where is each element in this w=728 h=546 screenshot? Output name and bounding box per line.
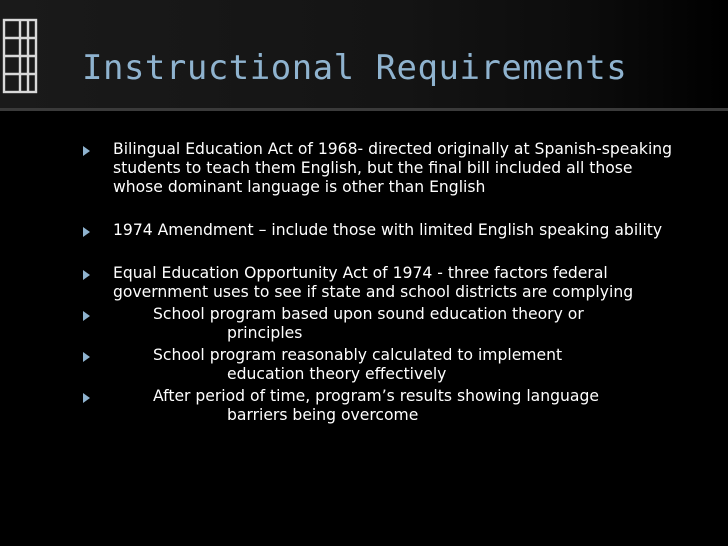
sub-bullet-item bbox=[0, 305, 728, 343]
triangle-bullet-icon bbox=[83, 311, 90, 321]
grid-decoration-icon bbox=[0, 18, 42, 94]
bullet-text: 1974 Amendment – include those with limited English speaking ability bbox=[113, 221, 663, 239]
sub-bullet-line: School program reasonably calculated to implement bbox=[153, 346, 563, 364]
sub-bullet-line: After period of time, program’s results showing language bbox=[153, 387, 599, 405]
sub-bullet-item bbox=[0, 346, 728, 384]
sub-bullet-item bbox=[0, 387, 728, 425]
title-divider bbox=[0, 108, 728, 111]
bullet-text: Bilingual Education Act of 1968- directed originally at Spanish-speaking students to teach them English, but the final bill included all those whose dominant language is other than English bbox=[113, 140, 673, 196]
sub-bullet-line: education theory effectively bbox=[227, 365, 447, 383]
sub-bullet-line: barriers being overcome bbox=[227, 406, 419, 424]
slide-title: Instructional Requirements bbox=[82, 48, 628, 88]
triangle-bullet-icon bbox=[83, 146, 90, 156]
sub-bullet-line: School program based upon sound education theory or bbox=[153, 305, 584, 323]
bullet-list bbox=[0, 140, 728, 425]
bullet-item bbox=[0, 140, 728, 197]
bullet-item bbox=[0, 264, 728, 302]
bullet-text: Equal Education Opportunity Act of 1974 - three factors federal government uses to see if state and school districts are complying bbox=[113, 264, 634, 301]
sub-bullet-line: principles bbox=[227, 324, 303, 342]
triangle-bullet-icon bbox=[83, 352, 90, 362]
triangle-bullet-icon bbox=[83, 227, 90, 237]
triangle-bullet-icon bbox=[83, 270, 90, 280]
triangle-bullet-icon bbox=[83, 393, 90, 403]
bullet-item bbox=[0, 221, 728, 240]
